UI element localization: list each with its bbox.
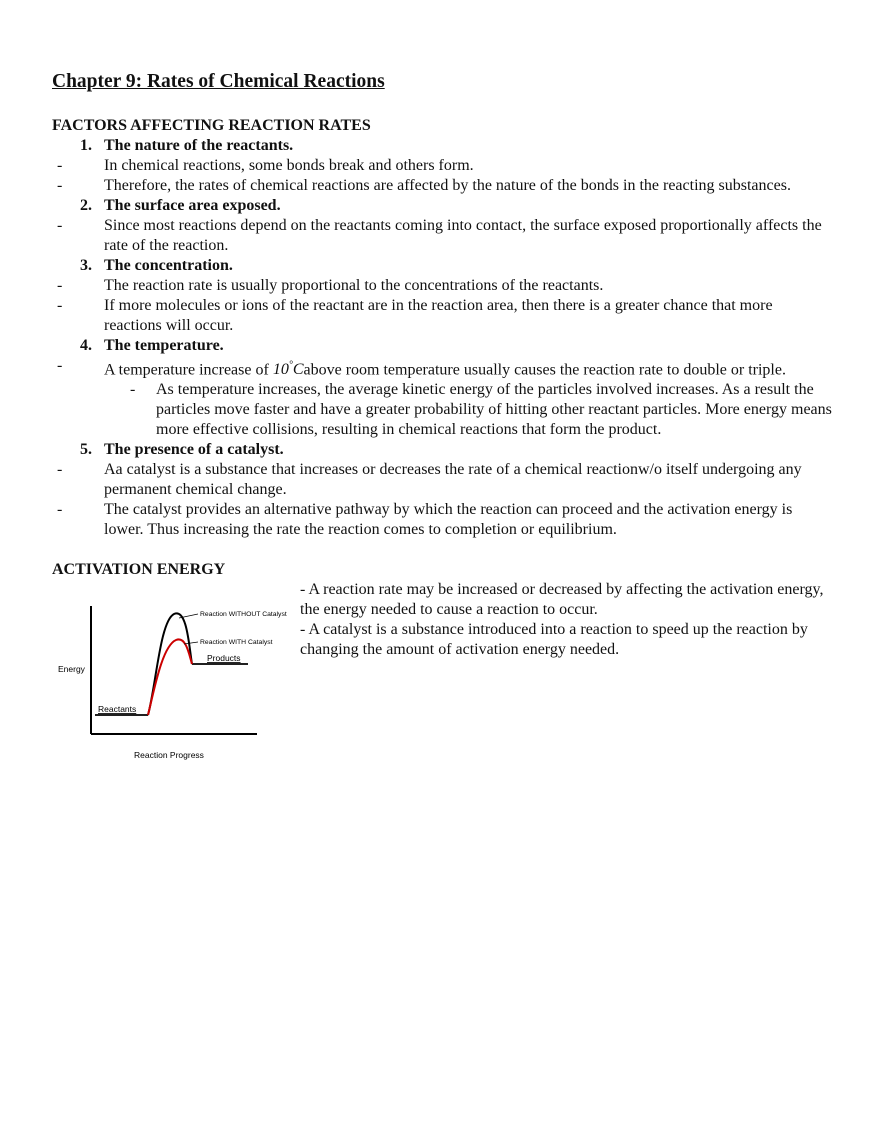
bullet-text: In chemical reactions, some bonds break and others form.: [104, 157, 474, 174]
factors-section: [52, 116, 832, 540]
label-with-catalyst: Reaction WITH Catalyst: [200, 639, 273, 647]
activation-text: [300, 580, 830, 660]
factor-number: 1.: [80, 137, 92, 154]
factor-2-heading: [52, 196, 832, 216]
temp-number: 10: [272, 361, 289, 379]
label-energy: Energy: [58, 664, 85, 675]
dash-marker: -: [57, 217, 63, 234]
dash-marker: -: [57, 297, 63, 314]
dash-marker: -: [57, 501, 63, 519]
factor-title: The temperature.: [104, 337, 224, 354]
factor-3-bullet-1: [52, 276, 832, 296]
factor-4-sub-bullet: [52, 380, 832, 440]
curve-without-catalyst: [148, 614, 192, 716]
bullet-text: The catalyst provides an alternative pathway by which the reaction can proceed and the activation energy is lower. Thus increasing the rate the reaction comes to completion or equilibrium.: [104, 501, 793, 539]
dash-marker: -: [57, 461, 63, 479]
factor-3-bullet-2: [52, 296, 832, 336]
temp-unit: C: [292, 361, 304, 379]
activation-section: [52, 560, 832, 780]
bullet-text: Aa catalyst is a substance that increases or decreases the rate of a chemical reactionw/o itself undergoing any permanent chemical change.: [104, 461, 802, 499]
label-reactants: Reactants: [98, 704, 137, 715]
sub-bullet-text: As temperature increases, the average kinetic energy of the particles involved increases. As a result the particles move faster and have a greater probability of hitting other reactant particles. More energy means more effective collisions, resulting in chemical reactions that form the product.: [156, 381, 832, 439]
factor-5-bullet-2: [52, 500, 832, 540]
factor-4-bullet-1: [52, 356, 832, 380]
leader-line-with: [184, 642, 198, 644]
chapter-title: Chapter 9: Rates of Chemical Reactions: [52, 71, 385, 92]
label-without-catalyst: Reaction WITHOUT Catalyst: [200, 611, 287, 619]
factor-5-bullet-1: [52, 460, 832, 500]
factor-3-heading: [52, 256, 832, 276]
factor-number: 3.: [80, 257, 92, 274]
dash-marker: -: [57, 177, 63, 194]
activation-heading: ACTIVATION ENERGY: [52, 561, 226, 579]
factor-5-heading: [52, 440, 832, 460]
factor-title: The nature of the reactants.: [104, 137, 294, 154]
bullet-text: Therefore, the rates of chemical reactions are affected by the nature of the bonds in the reacting substances.: [104, 177, 791, 194]
temperature-value: [273, 361, 304, 378]
factor-1-bullet-1: [52, 156, 832, 176]
activation-paragraph-1: - A reaction rate may be increased or decreased by affecting the activation energy, the energy needed to cause a reaction to occur.: [300, 581, 824, 619]
factor-1-bullet-2: [52, 176, 832, 196]
section-spacer: [52, 540, 832, 560]
factor-title: The concentration.: [104, 257, 233, 274]
label-products: Products: [207, 653, 241, 664]
factors-heading: FACTORS AFFECTING REACTION RATES: [52, 117, 371, 134]
dash-marker: -: [57, 277, 63, 294]
factor-number: 5.: [80, 441, 92, 459]
activation-paragraph-2: - A catalyst is a substance introduced into a reaction to speed up the reaction by changing the amount of activation energy needed.: [300, 621, 808, 659]
factor-title: The surface area exposed.: [104, 197, 281, 214]
factor-number: 4.: [80, 337, 92, 354]
temp-degree: °: [288, 360, 293, 371]
bullet-text-pre: A temperature increase of: [104, 361, 273, 379]
factor-number: 2.: [80, 197, 92, 214]
bullet-text: The reaction rate is usually proportional to the concentrations of the reactants.: [104, 277, 604, 294]
factor-2-bullet-1: [52, 216, 832, 256]
activation-content: [52, 580, 832, 780]
activation-energy-diagram: [52, 586, 302, 766]
dash-marker: -: [130, 381, 136, 399]
factor-1-heading: [52, 136, 832, 156]
bullet-text: Since most reactions depend on the reactants coming into contact, the surface exposed proportionally affects the rate of the reaction.: [104, 217, 822, 254]
dash-marker: -: [57, 157, 63, 174]
dash-marker: -: [57, 357, 63, 374]
factor-4-heading: [52, 336, 832, 356]
document-page: [52, 70, 832, 780]
factor-title: The presence of a catalyst.: [104, 441, 284, 459]
label-reaction-progress: Reaction Progress: [134, 750, 204, 761]
bullet-text: If more molecules or ions of the reactant are in the reaction area, then there is a greater chance that more reactions will occur.: [104, 297, 773, 334]
bullet-text-post: above room temperature usually causes the reaction rate to double or triple.: [303, 361, 786, 379]
